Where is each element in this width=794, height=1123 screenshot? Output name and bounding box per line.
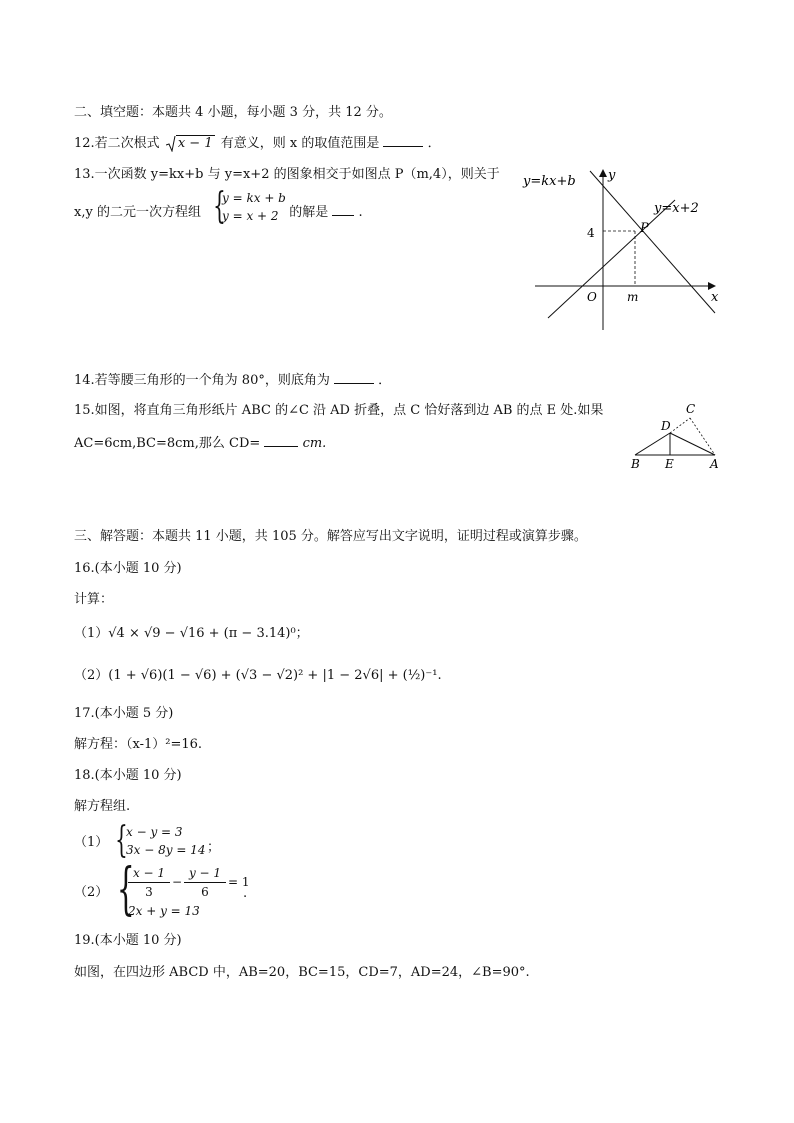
q15-text-a: AC=6cm,BC=8cm,那么 CD= [74, 436, 261, 451]
vertex-b-label: B [631, 457, 640, 471]
q14-text-b: ． [378, 373, 392, 388]
question-19-text: 如图，在四边形 ABCD 中，AB=20，BC=15，CD=7，AD=24，∠B=90°. [74, 965, 530, 980]
q18-p1-eq2: 3x − 8y = 14 [126, 843, 206, 857]
q12-sqrt: x − 1 [166, 135, 215, 153]
question-17-text: 解方程：（x-1）²=16. [74, 737, 203, 752]
y-tick-4: 4 [587, 226, 595, 240]
fraction-bar [184, 882, 226, 883]
q18-p2-den2: 6 [201, 885, 209, 899]
question-16-part1: （1）√4 × √9 − √16 + (π − 3.14)⁰； [74, 626, 309, 641]
vertex-a-label: A [710, 457, 719, 471]
question-16-intro: 计算： [74, 592, 114, 607]
vertex-c-label: C [686, 402, 696, 416]
line-y-kx-b [590, 171, 715, 313]
y-axis-label: y [608, 168, 616, 183]
brace-icon: { [115, 820, 128, 861]
question-15-line2 [74, 434, 326, 453]
radical-sign-icon [166, 136, 176, 152]
question-18-intro: 解方程组. [74, 799, 131, 814]
segment-ca-dashed [690, 418, 715, 455]
q13-function-graph [520, 165, 730, 335]
q13-text-b: 的解是 [289, 205, 329, 220]
question-19-title: 19.(本小题 10 分) [74, 933, 182, 948]
section-heading-fill-in: 二、填空题：本题共 4 小题，每小题 3 分，共 12 分。 [74, 105, 392, 120]
x-tick-m: m [627, 290, 639, 304]
question-18-title: 18.(本小题 10 分) [74, 768, 182, 783]
brace-icon: { [213, 186, 226, 227]
vertex-d-label: D [661, 419, 671, 433]
question-12 [74, 134, 441, 153]
q18-p2-rhs: = 1 [228, 875, 250, 889]
label-y-x-plus-2: y=x+2 [654, 201, 699, 216]
segment-da [670, 433, 715, 455]
q18-p2-eq2: 2x + y = 13 [128, 904, 200, 918]
point-p-label: P [640, 221, 649, 236]
q18-p2-num2: y − 1 [188, 866, 222, 880]
q13-answer-blank[interactable] [332, 203, 354, 216]
fraction-bar [128, 882, 170, 883]
q18-p2-num1: x − 1 [132, 866, 166, 880]
q14-text-a: 14.若等腰三角形的一个角为 80°，则底角为 [74, 373, 330, 388]
q12-answer-blank[interactable] [383, 134, 423, 147]
q13-eq1: y = kx + b [222, 191, 286, 205]
q14-answer-blank[interactable] [334, 371, 374, 384]
q15-triangle-figure [625, 398, 725, 473]
question-15-line1: 15.如图，将直角三角形纸片 ABC 的∠C 沿 AD 折叠，点 C 恰好落到边 AB 的点 E 处.如果 [74, 403, 604, 418]
line-y-x-plus-2 [548, 200, 675, 318]
brace-icon: { [116, 857, 135, 922]
q13-text-c: . [358, 205, 363, 220]
question-17-title: 17.(本小题 5 分) [74, 706, 174, 721]
segment-dc-dashed [670, 418, 690, 433]
q18-p2-end: . [243, 886, 248, 901]
q12-text-c: ． [427, 136, 441, 151]
question-13-line1: 13.一次函数 y=kx+b 与 y=x+2 的图象相交于如图点 P（m,4），则关于 [74, 167, 500, 182]
question-14 [74, 371, 391, 390]
question-16-title: 16.(本小题 10 分) [74, 561, 182, 576]
q12-text-a: 12.若二次根式 [74, 136, 160, 151]
q18-part1-label: （1） [74, 835, 109, 850]
origin-label: O [587, 290, 597, 304]
q18-p2-minus: − [172, 875, 183, 889]
q18-part2-label: （2） [74, 885, 109, 900]
section-heading-solve: 三、解答题：本题共 11 小题，共 105 分。解答应写出文字说明，证明过程或演算步骤。 [74, 529, 587, 544]
vertex-e-label: E [665, 457, 674, 471]
question-16-part2: （2）(1 + √6)(1 − √6) + (√3 − √2)² + |1 − 2√6| + (½)⁻¹. [74, 668, 442, 683]
q18-p2-den1: 3 [145, 885, 153, 899]
label-y-kx-b: y=kx+b [523, 174, 576, 189]
x-axis-label: x [711, 290, 719, 305]
q15-answer-blank[interactable] [264, 434, 298, 447]
segment-bd [635, 433, 670, 455]
q12-text-b: 有意义，则 x 的取值范围是 [220, 136, 380, 151]
q18-p1-end: ； [207, 840, 221, 855]
q13-text-a: x,y 的二元一次方程组 [74, 205, 201, 220]
q13-eq2: y = x + 2 [222, 209, 279, 223]
q18-p1-eq1: x − y = 3 [126, 825, 183, 839]
q15-text-b: cm. [302, 436, 327, 451]
